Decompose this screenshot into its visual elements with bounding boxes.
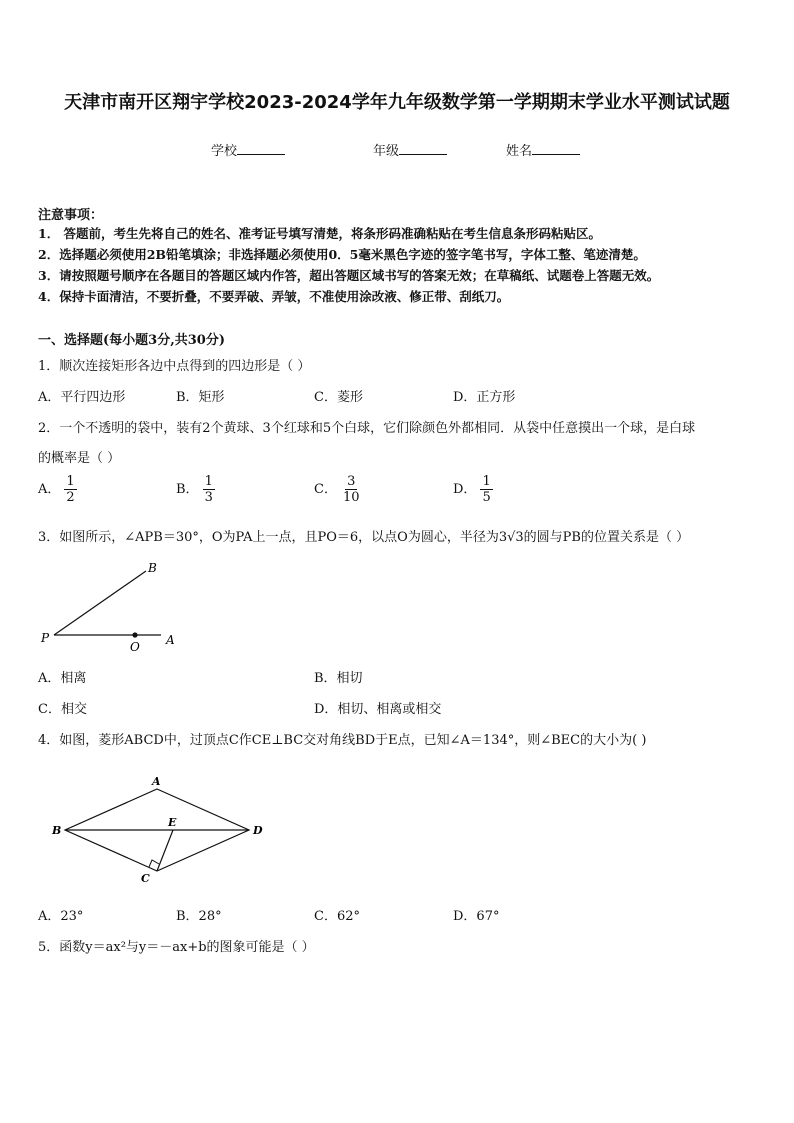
- label-a: A: [152, 775, 161, 788]
- q3-option-c: C．相交: [38, 702, 87, 717]
- question-2-stem-line1: 2．一个不透明的袋中，装有2个黄球、3个红球和5个白球，它们除颜色外都相同．从袋中任意摸出一个球，是白球: [38, 421, 696, 436]
- q4-option-c: C．62°: [314, 909, 360, 924]
- fraction: [203, 474, 215, 505]
- fraction-denominator: 5: [482, 490, 491, 505]
- fraction-denominator: 3: [204, 490, 213, 505]
- question-2-stem-line2: 的概率是（ ）: [38, 451, 121, 466]
- q4-figure: [46, 770, 276, 888]
- fraction-denominator: 2: [66, 490, 75, 505]
- q2-option-c: [314, 474, 362, 505]
- q2-option-d-label: D．: [453, 482, 477, 497]
- label-o: O: [130, 640, 140, 654]
- q1-option-c: C．菱形: [314, 390, 363, 405]
- label-e: E: [168, 816, 177, 829]
- q4-option-b: B．28°: [176, 909, 222, 924]
- name-label: 姓名: [506, 144, 533, 159]
- q2-option-d: [453, 474, 493, 505]
- grade-field: [373, 140, 447, 159]
- q3-figure: [36, 556, 186, 656]
- label-b: B: [148, 561, 157, 575]
- school-blank: [237, 142, 285, 155]
- q3-option-a: A．相离: [38, 671, 87, 686]
- ray-pb: [54, 571, 146, 635]
- page-title: 天津市南开区翔宇学校2023-2024学年九年级数学第一学期期末学业水平测试试题: [64, 92, 730, 113]
- q1-option-b: B．矩形: [176, 390, 225, 405]
- fraction-numerator: 1: [204, 474, 213, 489]
- q2-option-a-label: A．: [38, 482, 61, 497]
- label-a: A: [166, 633, 175, 647]
- grade-label: 年级: [373, 144, 400, 159]
- name-field: [506, 140, 580, 159]
- label-p: P: [41, 631, 50, 645]
- q4-option-d: D．67°: [453, 909, 500, 924]
- fraction: [480, 474, 492, 505]
- q2-option-a: [38, 474, 77, 505]
- grade-blank: [399, 142, 447, 155]
- note-item: 2．选择题必须使用2B铅笔填涂；非选择题必须使用0．5毫米黑色字迹的签字笔书写，字体工整、笔迹清楚。: [38, 247, 646, 262]
- question-4-stem: 4．如图，菱形ABCD中，过顶点C作CE⊥BC交对角线BD于E点，已知∠A＝134°，则∠BEC的大小为( ): [38, 733, 647, 748]
- label-c: C: [141, 872, 150, 885]
- fraction-numerator: 1: [66, 474, 75, 489]
- question-5-stem: 5．函数y＝ax²与y＝－ax+b的图象可能是（ ）: [38, 940, 315, 955]
- point-o: [132, 632, 137, 637]
- note-item: 4．保持卡面清洁，不要折叠，不要弄破、弄皱，不准使用涂改液、修正带、刮纸刀。: [38, 289, 510, 304]
- fraction: [64, 474, 76, 505]
- q4-option-a: A．23°: [38, 909, 84, 924]
- q2-option-b-label: B．: [176, 482, 199, 497]
- q2-option-b: [176, 474, 215, 505]
- q3-option-d: D．相切、相离或相交: [314, 702, 442, 717]
- fraction-denominator: 10: [342, 490, 360, 505]
- note-item: 3．请按照题号顺序在各题目的答题区域内作答，超出答题区域书写的答案无效；在草稿纸、试题卷上答题无效。: [38, 268, 660, 283]
- right-angle-mark: [149, 860, 159, 867]
- fraction: [341, 474, 362, 505]
- notes-heading: 注意事项：: [38, 208, 104, 223]
- section-heading: 一、选择题(每小题3分,共30分): [38, 333, 225, 348]
- q1-option-a: A．平行四边形: [38, 390, 126, 405]
- fraction-numerator: 1: [482, 474, 491, 489]
- q3-option-b: B．相切: [314, 671, 363, 686]
- school-label: 学校: [211, 144, 238, 159]
- label-b: B: [52, 824, 62, 837]
- name-blank: [532, 142, 580, 155]
- fraction-numerator: 3: [347, 474, 356, 489]
- q1-option-d: D．正方形: [453, 390, 516, 405]
- note-item: 1． 答题前，考生先将自己的姓名、准考证号填写清楚，将条形码准确粘贴在考生信息条形码粘贴区。: [38, 226, 602, 241]
- label-d: D: [253, 824, 263, 837]
- question-3-stem: 3．如图所示，∠APB＝30°，O为PA上一点，且PO＝6，以点O为圆心，半径为3√3的圆与PB的位置关系是（ ）: [38, 530, 690, 545]
- school-field: [211, 140, 285, 159]
- question-1-stem: 1．顺次连接矩形各边中点得到的四边形是（ ）: [38, 359, 311, 374]
- q2-option-c-label: C．: [314, 482, 337, 497]
